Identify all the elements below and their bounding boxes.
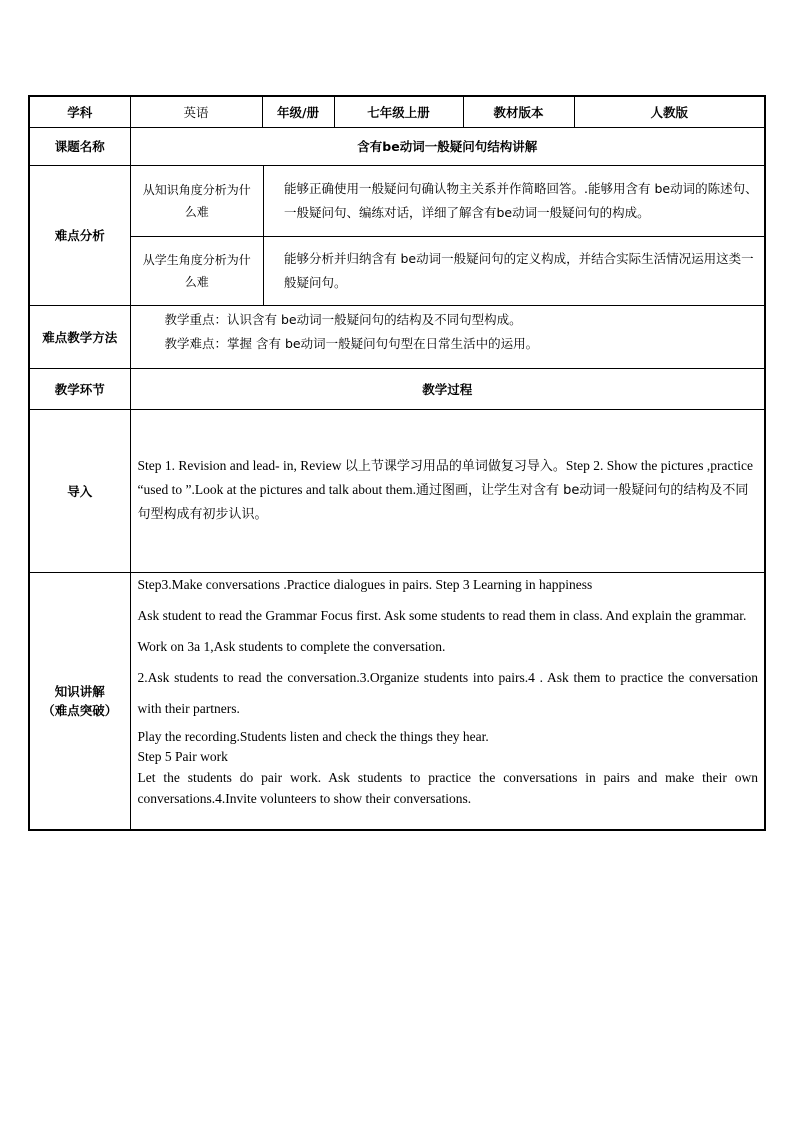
stage-header: 教学环节 — [29, 368, 130, 409]
difficulty-cell — [130, 165, 765, 305]
subject-label: 学科 — [29, 96, 130, 127]
method-key-point: 教学重点：认识含有 be动词一般疑问句的结构及不同句型构成。 — [164, 311, 522, 327]
intro-text — [130, 409, 765, 572]
student-angle-text: 能够分析并归纳含有 be动词一般疑问句的定义构成，并结合实际生活情况运用这类一般疑问句。 — [284, 250, 754, 290]
process-header: 教学过程 — [130, 368, 765, 409]
knowledge-label-line1: 知识讲解 — [54, 683, 105, 699]
method-cell — [130, 305, 765, 368]
subject-value: 英语 — [130, 96, 262, 127]
grade-label: 年级/册 — [262, 96, 334, 127]
knowledge-label — [29, 572, 130, 830]
knowledge-line: Step 5 Pair work — [137, 748, 228, 764]
intro-step2-cn: 通过图画，让学生对含有 be动词一般疑问句的结构及不同句型构成有初步认识。 — [137, 482, 749, 522]
knowledge-line: Work on 3a 1,Ask students to complete the conversation. — [137, 638, 446, 654]
method-label: 难点教学方法 — [29, 305, 130, 368]
grade-value: 七年级上册 — [334, 96, 463, 127]
knowledge-content — [130, 572, 765, 830]
intro-step1-cn: 以上节课学习用品的单词做复习导入。 — [344, 458, 566, 474]
knowledge-angle-text: 能够正确使用一般疑问句确认物主关系并作简略回答。.能够用含有 be动词的陈述句、一般疑问句、编练对话，详细了解含有be动词一般疑问句的构成。 — [264, 166, 765, 237]
intro-step1-en: Step 1. Revision and lead- in, Review — [137, 457, 345, 473]
difficulty-label: 难点分析 — [29, 165, 130, 305]
topic-label: 课题名称 — [29, 127, 130, 165]
knowledge-label-line2: （难点突破） — [42, 702, 118, 718]
lesson-plan-table — [28, 95, 766, 831]
knowledge-line: 2.Ask students to read the conversation.3.Organize students into pairs.4 . Ask them to practice the conversation with their partners. — [137, 669, 758, 716]
knowledge-line: Ask student to read the Grammar Focus first. Ask some students to read them in class. And explain the grammar. — [137, 607, 747, 623]
knowledge-line: Play the recording.Students listen and check the things they hear. — [137, 728, 489, 744]
intro-label: 导入 — [29, 409, 130, 572]
knowledge-line: Let the students do pair work. Ask students to practice the conversations in pairs and make their own conversations.4.Invite volunteers to show their conversations. — [137, 769, 758, 806]
knowledge-line: Step3.Make conversations .Practice dialogues in pairs. Step 3 Learning in happiness — [137, 576, 593, 592]
difficulty-subtable — [131, 166, 765, 305]
knowledge-angle-label: 从知识角度分析为什么难 — [131, 166, 264, 237]
intro-step2-en: Step 2. Show the pictures ,practice “used to ”.Look at the pictures and talk about them. — [137, 457, 753, 497]
topic-value: 含有be动词一般疑问句结构讲解 — [130, 127, 765, 165]
student-angle-label: 从学生角度分析为什么难 — [131, 237, 264, 305]
edition-value: 人教版 — [574, 96, 765, 127]
method-difficult-point: 教学难点：掌握 含有 be动词一般疑问句句型在日常生活中的运用。 — [164, 335, 539, 351]
edition-label: 教材版本 — [463, 96, 574, 127]
